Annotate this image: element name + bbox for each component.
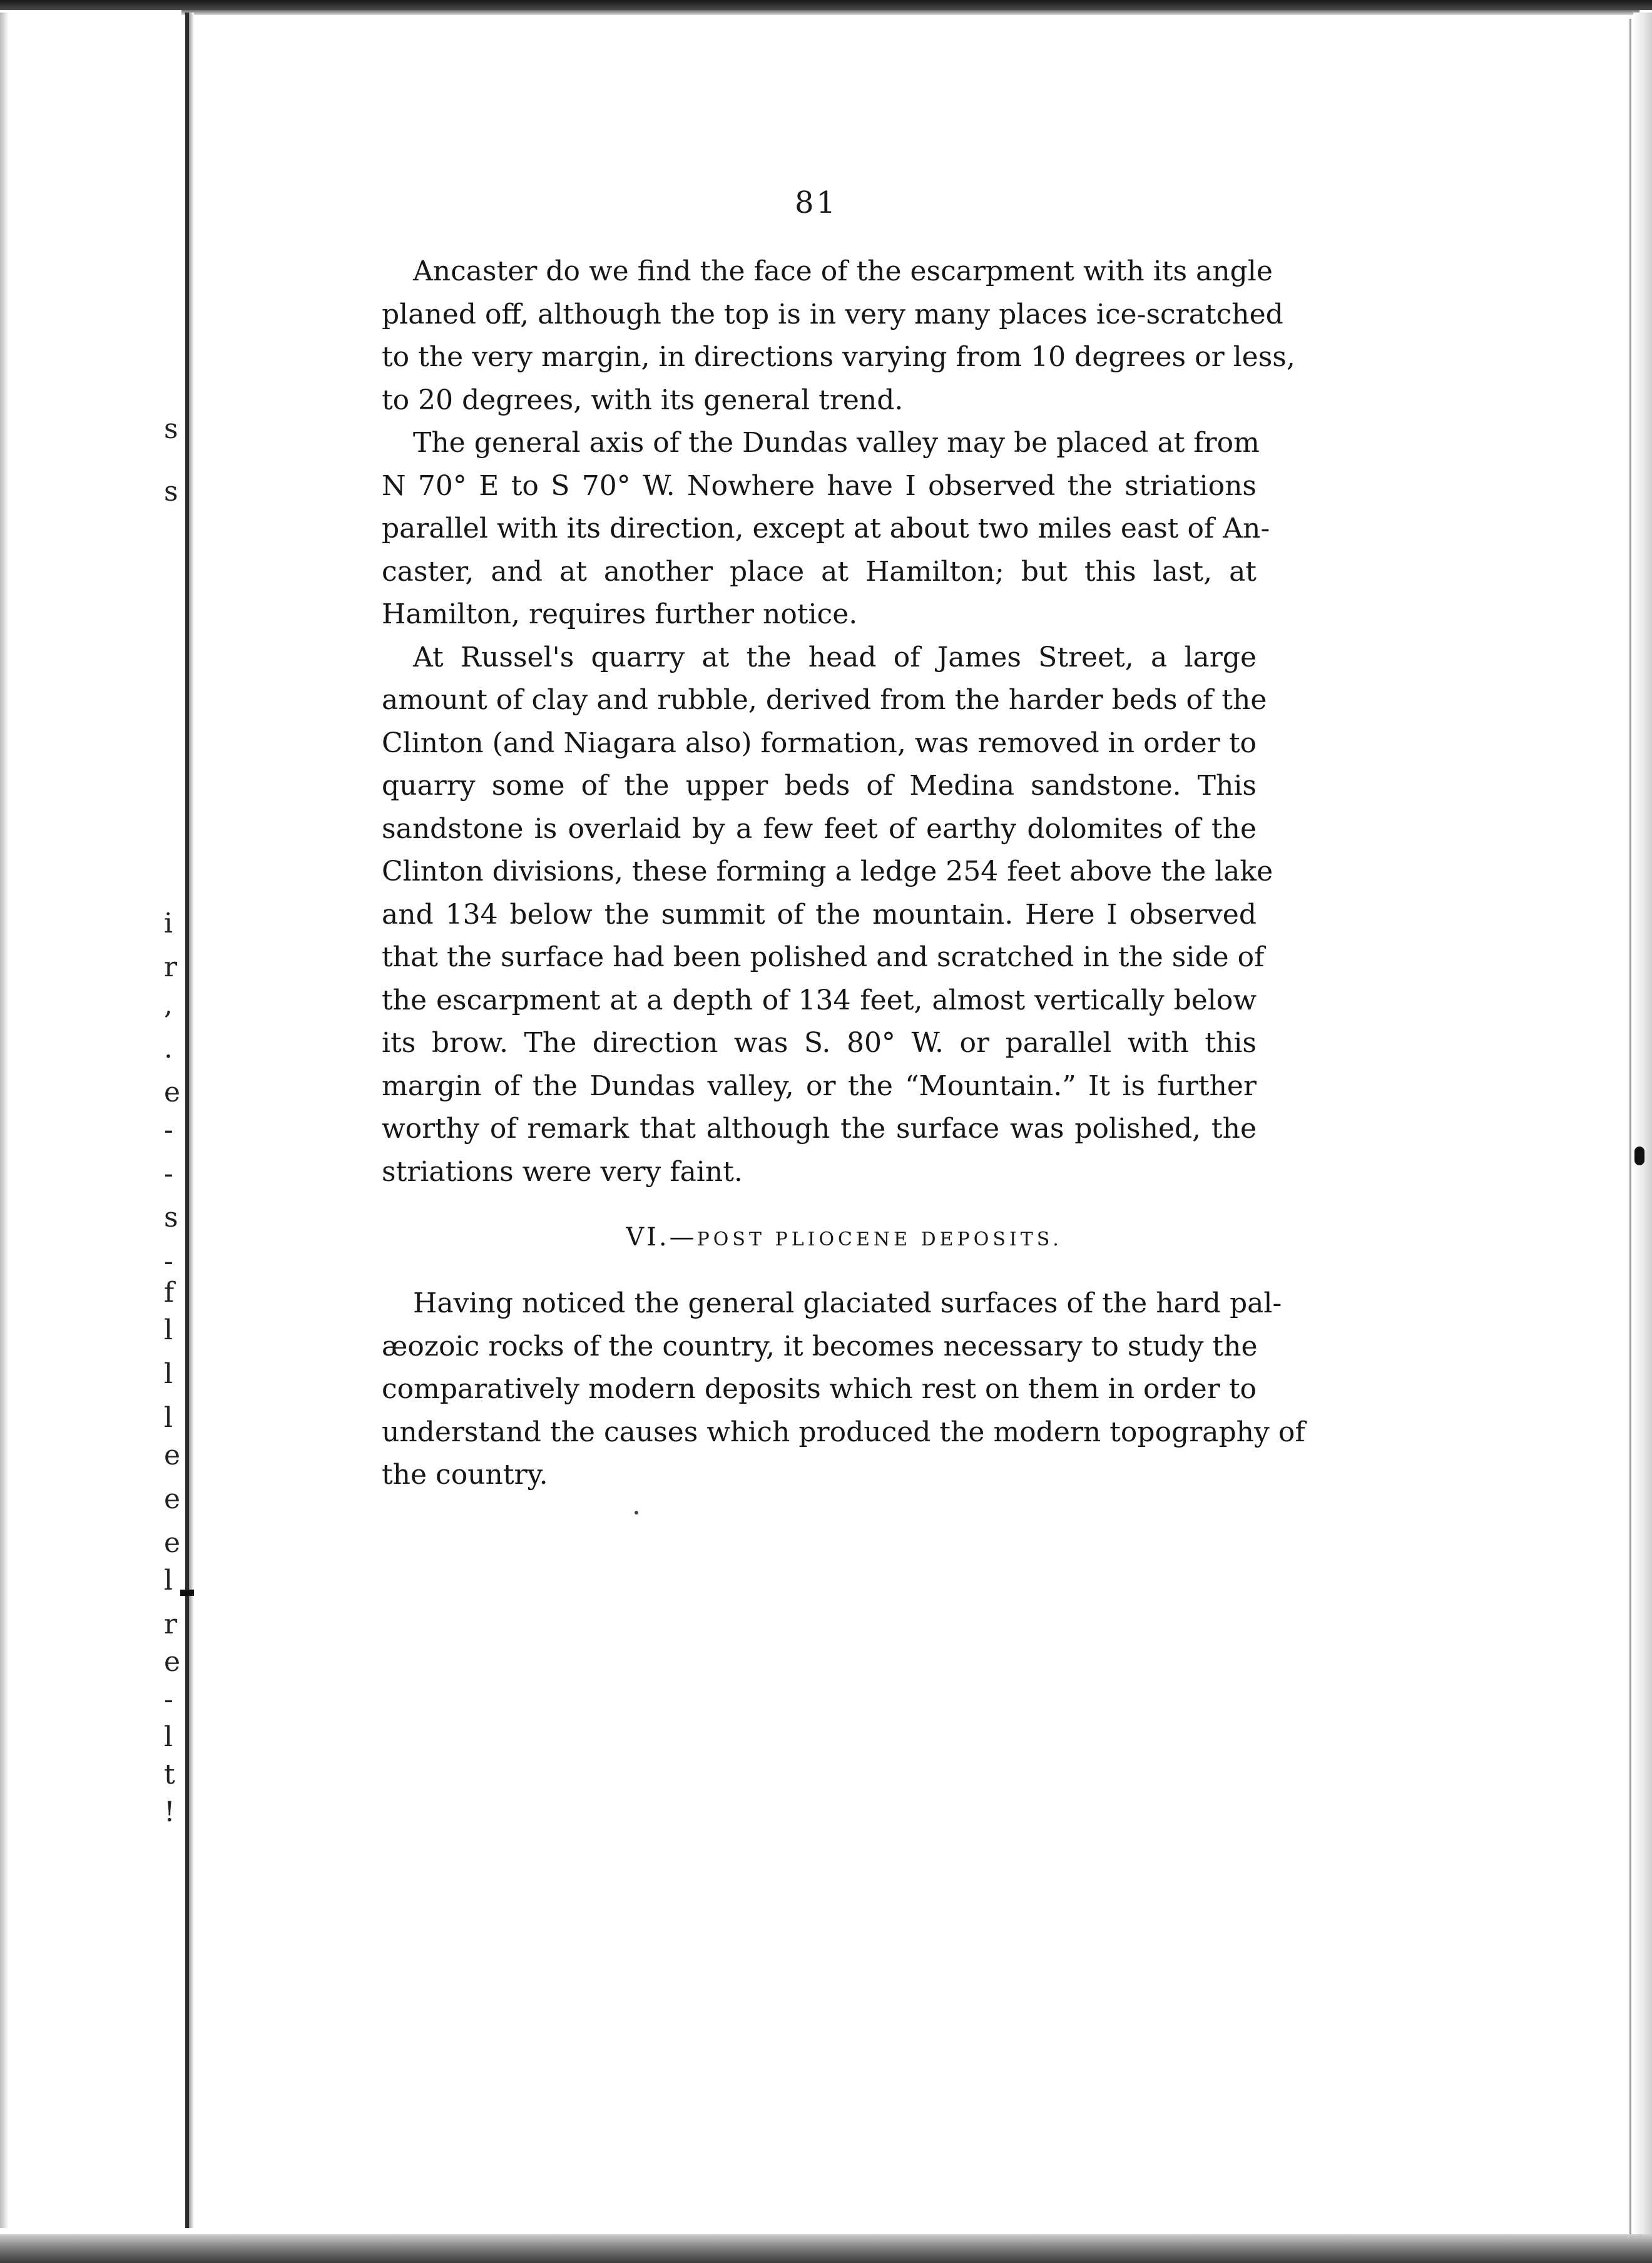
text-line: N 70° E to S 70° W. Nowhere have I observed the striations bbox=[382, 469, 1257, 502]
bleed-glyph: i bbox=[164, 907, 173, 939]
bleed-glyph: e bbox=[164, 1483, 181, 1515]
section-title: POST PLIOCENE DEPOSITS. bbox=[696, 1229, 1063, 1250]
text-line: margin of the Dundas valley, or the “Mountain.” It is further bbox=[382, 1070, 1257, 1102]
text-line: quarry some of the upper beds of Medina sandstone. This bbox=[382, 770, 1257, 802]
bleed-glyph: - bbox=[164, 1114, 173, 1146]
bleed-glyph: - bbox=[164, 1245, 173, 1277]
text-line: to the very margin, in directions varying from 10 degrees or less, bbox=[382, 341, 1295, 373]
text-line: caster, and at another place at Hamilton; but this last, at bbox=[382, 555, 1257, 588]
text-line: comparatively modern deposits which rest on them in order to bbox=[382, 1373, 1257, 1405]
bleed-glyph: e bbox=[164, 1646, 181, 1678]
section-numeral: VI.— bbox=[626, 1223, 697, 1252]
text-line: striations were very faint. bbox=[382, 1155, 743, 1188]
bleed-glyph: l bbox=[164, 1314, 173, 1346]
bleed-glyph: s bbox=[164, 476, 178, 508]
text-line: worthy of remark that although the surface was polished, the bbox=[382, 1113, 1257, 1145]
paragraph bbox=[382, 636, 1273, 1194]
bleed-glyph: , bbox=[164, 989, 173, 1021]
paragraph bbox=[382, 1282, 1305, 1497]
body-paragraphs bbox=[382, 250, 1295, 1193]
bleed-glyph: r bbox=[164, 951, 178, 983]
body-paragraphs-after bbox=[382, 1282, 1305, 1497]
text-line: the escarpment at a depth of 134 feet, almost vertically below bbox=[382, 984, 1257, 1016]
text-line: The general axis of the Dundas valley may be placed at from bbox=[413, 427, 1260, 459]
facing-page-text-bleed bbox=[161, 0, 183, 2263]
bleed-glyph: l bbox=[164, 1358, 173, 1390]
text-line: parallel with its direction, except at about two miles east of An- bbox=[382, 513, 1270, 544]
bleed-glyph: l bbox=[164, 1721, 173, 1753]
bleed-glyph: l bbox=[164, 1565, 173, 1596]
scan-top-border bbox=[0, 0, 1652, 10]
page-number: 81 bbox=[795, 185, 839, 220]
bleed-glyph: s bbox=[164, 413, 178, 445]
text-line: At Russel's quarry at the head of James Street, a large bbox=[413, 641, 1257, 673]
text-line: sandstone is overlaid by a few feet of earthy dolomites of the bbox=[382, 812, 1257, 845]
text-line: Clinton (and Niagara also) formation, was removed in order to bbox=[382, 727, 1257, 759]
bleed-glyph: e bbox=[164, 1076, 181, 1108]
paragraph bbox=[382, 422, 1270, 636]
section-heading bbox=[432, 1216, 1257, 1254]
scan-top-shadow bbox=[181, 10, 1639, 15]
scan-bottom-border bbox=[0, 2234, 1652, 2263]
bleed-glyph: t bbox=[164, 1759, 175, 1790]
bleed-glyph: l bbox=[164, 1402, 173, 1434]
page-body bbox=[382, 250, 1305, 1497]
text-line: understand the causes which produced the modern topography of bbox=[382, 1416, 1305, 1448]
bleed-glyph: s bbox=[164, 1202, 178, 1234]
text-line: Hamilton, requires further notice. bbox=[382, 598, 858, 630]
page-edge-line bbox=[1629, 19, 1631, 2247]
bleed-glyph: - bbox=[164, 1158, 173, 1190]
paragraph bbox=[382, 250, 1295, 422]
facing-page-edge bbox=[0, 13, 9, 2228]
text-line: the country. bbox=[382, 1459, 548, 1491]
text-line: its brow. The direction was S. 80° W. or parallel with this bbox=[382, 1027, 1257, 1059]
text-line: and 134 below the summit of the mountain. Here I observed bbox=[382, 898, 1257, 931]
bleed-glyph: f bbox=[164, 1277, 175, 1309]
gutter-shadow bbox=[189, 13, 194, 2228]
bleed-glyph: . bbox=[164, 1033, 173, 1065]
bleed-glyph: r bbox=[164, 1608, 178, 1640]
text-line: planed off, although the top is in very many places ice-scratched bbox=[382, 298, 1283, 330]
text-line: Clinton divisions, these forming a ledge 254 feet above the lake bbox=[382, 856, 1273, 887]
text-line: æozoic rocks of the country, it becomes necessary to study the bbox=[382, 1330, 1258, 1362]
text-line: Ancaster do we find the face of the escarpment with its angle bbox=[413, 255, 1273, 287]
text-line: amount of clay and rubble, derived from the harder beds of the bbox=[382, 684, 1267, 716]
text-line: to 20 degrees, with its general trend. bbox=[382, 384, 904, 416]
text-line: Having noticed the general glaciated surfaces of the hard pal- bbox=[413, 1287, 1282, 1319]
bleed-glyph: - bbox=[164, 1683, 173, 1715]
ink-speck bbox=[635, 1511, 638, 1515]
bleed-glyph: e bbox=[164, 1527, 181, 1559]
text-line: that the surface had been polished and scratched in the side of bbox=[382, 941, 1265, 973]
bleed-glyph: ! bbox=[164, 1796, 175, 1828]
bleed-glyph: e bbox=[164, 1439, 181, 1471]
edge-mark bbox=[1634, 1147, 1644, 1165]
page-fore-edge bbox=[1633, 13, 1652, 2240]
